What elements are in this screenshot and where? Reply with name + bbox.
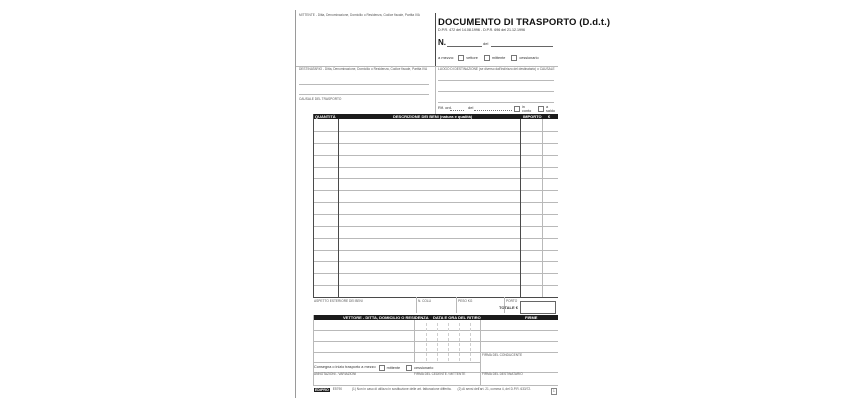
- transport-option-cessionario[interactable]: cessionario: [511, 55, 538, 61]
- sender-signature-label: FIRMA DEL CEDENTE / MITTENTE: [414, 372, 466, 376]
- carrier-row-4[interactable]: [313, 362, 480, 363]
- recipient-signature-label: FIRMA DEL DESTINATARIO: [482, 372, 523, 376]
- goods-table-row[interactable]: [313, 190, 558, 191]
- qty-col-divider: [338, 119, 339, 297]
- goods-table-row[interactable]: [313, 155, 558, 156]
- goods-table-row[interactable]: [313, 178, 558, 179]
- consignment-option-mittente[interactable]: mittente: [379, 365, 401, 371]
- goods-table-row[interactable]: [313, 143, 558, 144]
- destination-label: LUOGO DI DESTINAZIONE (se diverso dall'indirizzo del destinatario) o CAUSALE: [438, 67, 555, 71]
- goods-table-row[interactable]: [313, 250, 558, 251]
- goods-table-body: [313, 119, 558, 297]
- table-bottom-line: [313, 297, 558, 298]
- checkbox-icon[interactable]: [458, 55, 464, 61]
- destination-line-3[interactable]: [438, 102, 554, 103]
- desc-col-divider: [520, 119, 521, 297]
- date-field[interactable]: [491, 46, 553, 47]
- goods-table-row[interactable]: [313, 167, 558, 168]
- date-cell-divider-3: [448, 323, 449, 361]
- number-field[interactable]: [447, 46, 482, 47]
- ref-label: Rif. ord.: [438, 105, 453, 110]
- header-divider: [435, 13, 436, 66]
- checkbox-icon[interactable]: [511, 55, 517, 61]
- aspect-label: ASPETTO ESTERIORE DEI BENI: [314, 299, 363, 303]
- transport-option-vettore[interactable]: vettore: [458, 55, 478, 61]
- checkbox-icon[interactable]: [406, 365, 412, 371]
- table-left-border: [313, 114, 314, 297]
- consignment-text: Consegna o inizio trasporto a mezzo: [314, 365, 376, 370]
- date-cell-divider-5: [470, 323, 471, 361]
- sender-label: MITTENTE - Ditta, Denominazione, Domicilio o Residenza, Codice fiscale, Partita IVA: [299, 13, 420, 17]
- ref-option-in-conto[interactable]: in conto: [514, 105, 535, 113]
- total-box[interactable]: [520, 301, 556, 314]
- consignment-option-cessionario[interactable]: cessionario: [406, 365, 433, 371]
- carrier-row-1[interactable]: [313, 330, 558, 331]
- pickup-date-header: DATA E ORA DEL RITIRO: [433, 315, 481, 320]
- col-amount-header: IMPORTO: [523, 114, 542, 119]
- document-sheet: [295, 10, 611, 398]
- cause-label: CAUSALE DEL TRASPORTO: [299, 97, 342, 101]
- colli-divider: [416, 297, 417, 313]
- colli-label: N. COLLI: [418, 299, 432, 303]
- checkbox-icon[interactable]: [484, 55, 490, 61]
- driver-sign-label: FIRMA DEL CONDUCENTE: [482, 353, 523, 357]
- peso-label: PESO KG: [458, 299, 473, 303]
- goods-table-row[interactable]: [313, 202, 558, 203]
- recipient-label: DESTINATARIO - Ditta, Denominazione, Domicilio o Residenza, Codice fiscale, Partita IVA: [299, 67, 428, 71]
- footnote: [314, 388, 531, 392]
- transport-options: [438, 55, 545, 61]
- ref-date-field[interactable]: [474, 110, 512, 111]
- carrier-row-2[interactable]: [313, 341, 558, 342]
- destination-line-2[interactable]: [438, 91, 554, 92]
- carrier-header-bar: [313, 315, 558, 320]
- number-label: N.: [438, 38, 446, 47]
- page-number: 1: [553, 389, 555, 393]
- goods-table-row[interactable]: [313, 214, 558, 215]
- goods-table-row[interactable]: [313, 238, 558, 239]
- document-title: DOCUMENTO DI TRASPORTO (D.d.t.): [438, 17, 611, 28]
- goods-table-row[interactable]: [313, 261, 558, 262]
- transport-option-mittente[interactable]: mittente: [484, 55, 506, 61]
- amount-cents-divider: [542, 119, 543, 297]
- recipient-line-2[interactable]: [299, 94, 429, 95]
- annotations-label: ANNOTAZIONI - VARIAZIONI: [314, 372, 357, 376]
- brand-logo: EDIPRO: [315, 388, 329, 392]
- date-label: del: [483, 41, 489, 46]
- signatures-header: FIRME: [525, 315, 538, 320]
- law-reference: D.P.R. 472 del 14.08.1996 - D.P.R. 696 del 21.12.1996: [438, 28, 525, 32]
- consignment-row: [314, 365, 439, 371]
- porto-label: PORTO: [506, 299, 518, 303]
- col-currency: €: [548, 114, 551, 119]
- date-cell-divider-4: [459, 323, 460, 361]
- date-cell-divider-1: [426, 323, 427, 361]
- goods-table-row[interactable]: [313, 131, 558, 132]
- footnote-2: (2) Ai sensi dell'art. 21, comma 4, del D.P.R. 633/72.: [457, 387, 532, 392]
- goods-table-row[interactable]: [313, 226, 558, 227]
- peso-divider: [456, 297, 457, 313]
- annotations-bottom-line: [313, 385, 558, 386]
- goods-table-row[interactable]: [313, 273, 558, 274]
- footnote-1: (1) Non in caso di utilizzo in sostituzione delle art. fatturazione differita.: [352, 387, 452, 392]
- ref-options: [514, 105, 558, 113]
- col-description-header: DESCRIZIONE DEI BENI (natura e qualità): [393, 114, 473, 119]
- goods-table-row[interactable]: [313, 285, 558, 286]
- destination-line-1[interactable]: [438, 80, 554, 81]
- checkbox-icon[interactable]: [379, 365, 385, 371]
- product-code: E5790: [332, 387, 342, 392]
- ref-del-label: del: [468, 105, 474, 110]
- checkbox-icon[interactable]: [514, 106, 520, 112]
- ref-field[interactable]: [450, 110, 464, 111]
- recipient-line-1[interactable]: [299, 84, 429, 85]
- date-cell-divider-2: [437, 323, 438, 361]
- page-number-box: [551, 388, 557, 395]
- carrier-header: VETTORE - DITTA, DOMICILIO O RESIDENZA: [343, 315, 429, 320]
- recipient-divider: [435, 66, 436, 116]
- col-quantity-header: QUANTITÀ: [315, 114, 336, 119]
- total-label: TOTALE €: [499, 305, 518, 310]
- checkbox-icon[interactable]: [538, 106, 544, 112]
- transport-label: a mezzo:: [438, 55, 455, 60]
- ref-option-a-saldo[interactable]: a saldo: [538, 105, 558, 113]
